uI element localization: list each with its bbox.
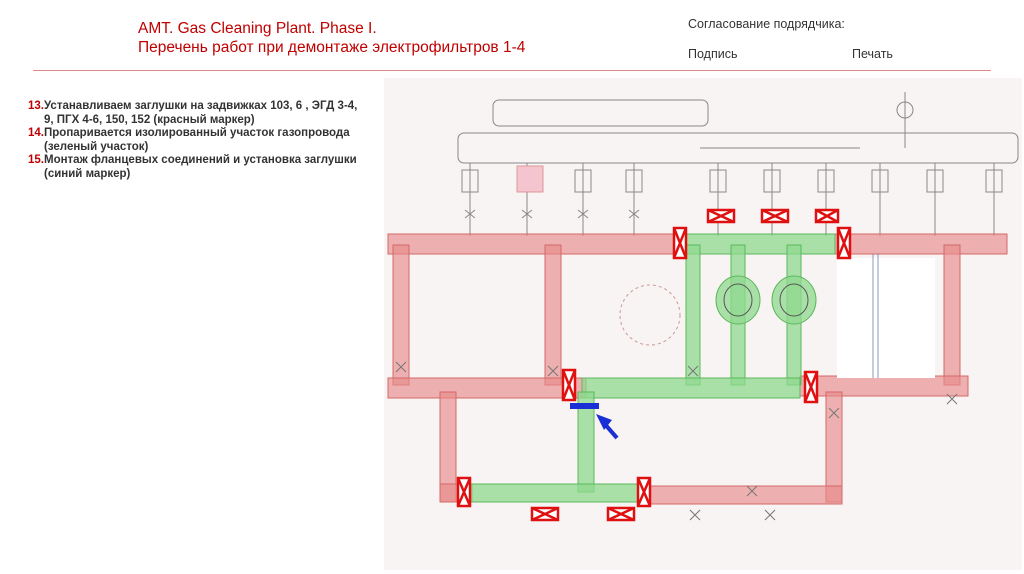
step-item [28, 127, 368, 154]
step-number: 15. [28, 154, 44, 166]
plug-marker [563, 370, 575, 400]
work-steps-list [28, 100, 368, 181]
plug-marker [708, 210, 734, 222]
step-text: Устанавливаем заглушки на задвижках 103, 6 , ЭГД 3-4, 9, ПГХ 4-6, 150, 152 (красный маркер) [44, 100, 358, 126]
plug-marker [638, 478, 650, 506]
step-number: 13. [28, 100, 44, 112]
plug-marker [805, 372, 817, 402]
step-number: 14. [28, 127, 44, 139]
blue-flange-marker [570, 403, 599, 409]
plug-marker [674, 228, 686, 258]
stamp-label: Печать [852, 47, 893, 61]
plug-marker [816, 210, 838, 222]
title-line-2: Перечень работ при демонтаже электрофильтров 1-4 [138, 39, 526, 56]
pipeline-schematic [384, 78, 1022, 570]
plug-marker [458, 478, 470, 506]
blank-area [837, 258, 935, 378]
slide-title [138, 19, 525, 57]
plug-marker [838, 228, 850, 258]
plug-marker [532, 508, 558, 520]
header-divider [33, 70, 991, 71]
step-text: Монтаж фланцевых соединений и установка заглушки (синий маркер) [44, 154, 357, 180]
step-item [28, 100, 368, 127]
step-item [28, 154, 368, 181]
plug-marker [608, 508, 634, 520]
signature-label: Подпись [688, 47, 738, 61]
step-text: Пропаривается изолированный участок газопровода (зеленый участок) [44, 127, 350, 153]
plug-marker [762, 210, 788, 222]
title-line-1: AMT. Gas Cleaning Plant. Phase I. [138, 20, 377, 37]
approval-label: Согласование подрядчика: [688, 17, 845, 31]
